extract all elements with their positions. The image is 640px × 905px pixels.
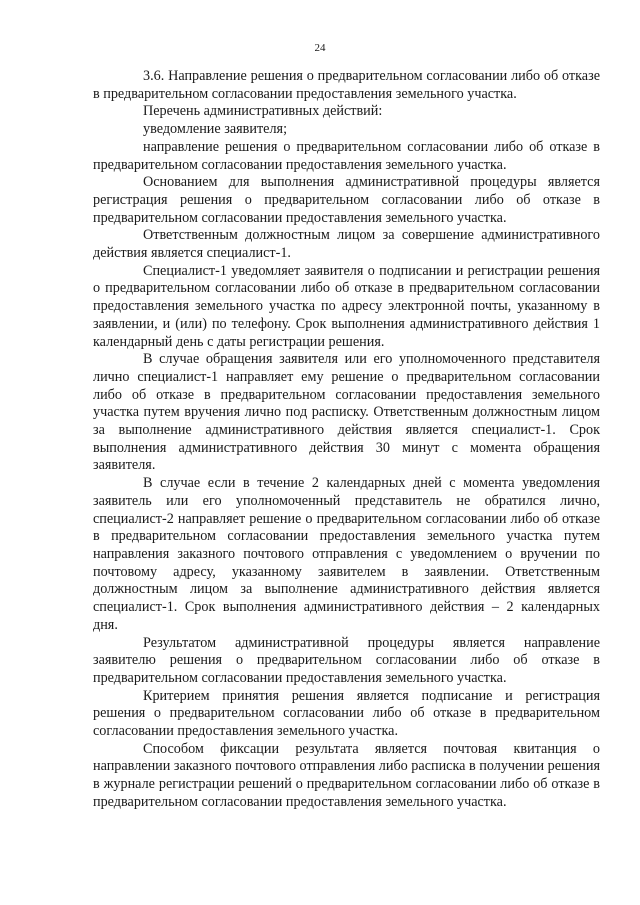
paragraph: направление решения о предварительном согласовании либо об отказе в предварительном согласовании предоставления земельного участка. [93, 138, 600, 173]
paragraph: Результатом административной процедуры является направление заявителю решения о предварительном согласовании либо об отказе в предварительном согласовании предоставления земельного участка. [93, 634, 600, 686]
paragraph: Ответственным должностным лицом за совершение административного действия является специалист-1. [93, 227, 600, 262]
paragraph: Способом фиксации результата является почтовая квитанция о направлении заказного почтового отправления либо расписка в получении решения в журнале регистрации решений о предварительном согласовании либо об отказе в предварительном согласовании предоставления земельного участка. [93, 740, 600, 810]
section-heading-paragraph: 3.6. Направление решения о предварительном согласовании либо об отказе в предварительном согласовании предоставления земельного участка. [93, 68, 600, 102]
paragraph: Перечень административных действий: [143, 103, 383, 120]
paragraph: Критерием принятия решения является подписание и регистрация решения о предварительном согласовании либо об отказе в предварительном согласовании предоставления земельного участка. [93, 687, 600, 740]
paragraph: уведомление заявителя; [143, 121, 288, 138]
paragraph: В случае если в течение 2 календарных дней с момента уведомления заявитель или его уполномоченный представитель не обратился лично, специалист-2 направляет решение о предварительном согласовании либо об отказе в предварительном согласовании предоставления земельного участка путем направления заказного почтового отправления с уведомлением о вручении по почтовому адресу, указанному заявителем в заявлении. Ответственным должностным лицом за выполнение административного действия является специалист-1. Срок выполнения административного действия – 2 календарных дня. [93, 475, 600, 633]
page-number: 24 [314, 42, 326, 54]
document-body [93, 68, 600, 812]
paragraph: Специалист-1 уведомляет заявителя о подписании и регистрации решения о предварительном согласовании либо об отказе в предварительном согласовании предоставления земельного участка по адресу электронной почты, указанному в заявлении, и (или) по телефону. Срок выполнения административного действия 1 календарный день с даты регистрации решения. [93, 262, 600, 350]
paragraph: Основанием для выполнения административной процедуры является регистрация решения о предварительном согласовании либо об отказе в предварительном согласовании предоставления земельного участка. [93, 174, 600, 226]
paragraph: В случае обращения заявителя или его уполномоченного представителя лично специалист-1 направляет ему решение о предварительном согласовании либо об отказе в предварительном согласовании предоставления земельного участка путем вручения лично под расписку. Ответственным должностным лицом за выполнение административного действия является специалист-1. Срок выполнения административного действия 30 минут с момента обращения заявителя. [93, 351, 600, 474]
